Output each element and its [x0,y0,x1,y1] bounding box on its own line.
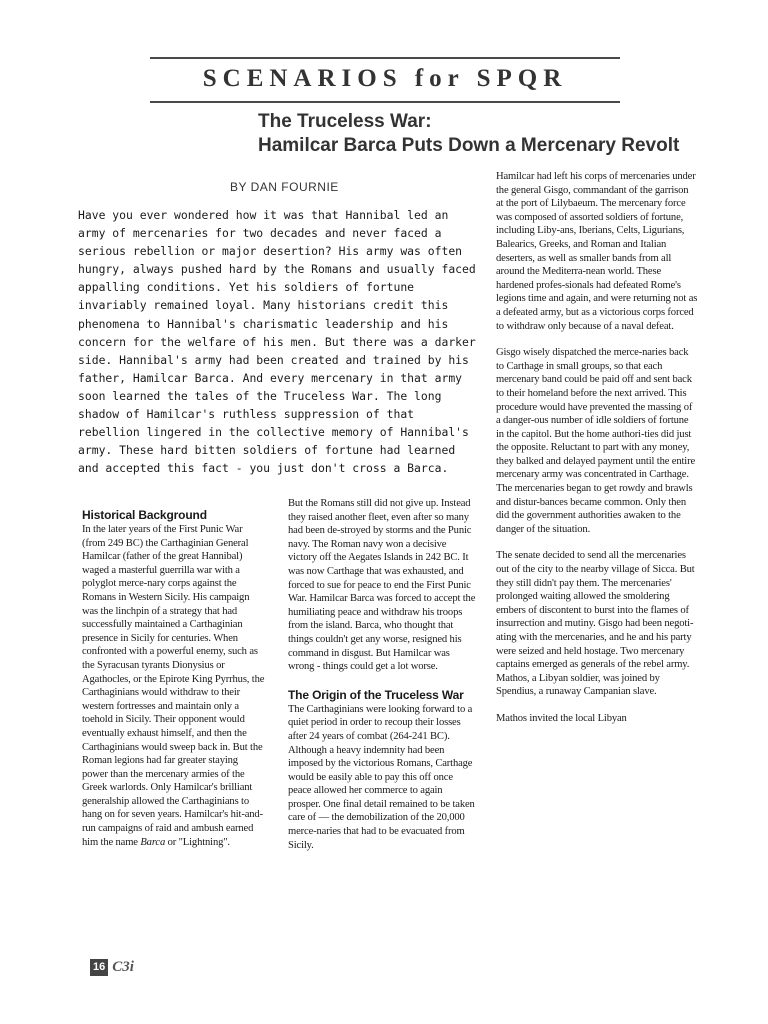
col3-paragraph-3: The senate decided to send all the mercenaries out of the city to the nearby village of Sicca. But they still didn't pay them. The mercenaries' prolonged waiting allowed the smoldering embers of discontent to burst into the flames of insurrection and mutiny. Gisgo had been negoti-ating with the mercenaries, and he and his party were seized and held hostage. Two mercenary captains emerged as generals of the rebel army. Mathos, a Libyan soldier, was joined by Spendius, a runaway Campanian slave. [496,550,695,698]
column-1 [82,508,266,862]
col3-paragraph-1: Hamilcar had left his corps of mercenaries under the general Gisgo, commandant of the garrison at the port of Lilybaeum. The mercenary force was composed of assorted soldiers of fortune, including Liby-ans, Iberians, Celts, Ligurians, Balearics, Greeks, and Roman and Italian deserters, as well as smaller bands from all around the Mediterra-nean world. These hardened profes-sionals had defeated Rome's legions time and again, and were returning not as a defeated army, but as a victorious corps forced to withdraw only because of a naval defeat. [496,171,698,332]
col2-paragraph-2: The Carthaginians were looking forward to a quiet period in order to recoup their losses after 24 years of combat (264-241 BC). Although a heavy indemnity had been imposed by the victorious Romans, Carthage would be easily able to pay this off once peace allowed her commerce to again prosper. One final detail remained to be taken care of — the demobilization of the 20,000 merce-naries that had to be evacuated from Sicily. [288,703,475,851]
col1-text-a: In the later years of the First Punic War (from 249 BC) the Carthaginian General Hamilcar (father of the great Hannibal) waged a masterful guerrilla war with a polyglot merce-nary corps against the Romans in Western Sicily. His campaign was the linchpin of a strategy that had successfully maintained a Carthaginian presence in Sicily for centuries. When confronted with a powerful enemy, such as the Syracusan tyrants Dionysius or Agathocles, or the Epirote King Pyrrhus, the Carthaginians would withdraw to their western fortresses and maintain only a toehold in Sicily. Their opponent would eventually exhaust himself, and then the Carthaginians would sweep back in. But the Roman legions had far greater staying power than the mercenary armies of the Greek warlords. Only Hamilcar's brilliant generalship allowed the Carthaginians to hang on for seven years. Hamilcar's hit-and-run campaigns of raid and ambush earned him the name [82,524,265,848]
column-2 [288,497,476,865]
article-title [258,110,718,158]
heading-origin: The Origin of the Truceless War [288,687,464,702]
page-footer [90,959,134,976]
col1-paragraph [82,523,266,849]
section-title: SCENARIOS for SPQR [202,65,568,92]
column-3 [496,170,698,739]
intro-paragraph: Have you ever wondered how it was that Hannibal led an army of mercenaries for two decades and never faced a serious rebellion or major desertion? His army was often hungry, always pushed hard by the Romans and usually faced appalling conditions. Yet his soldiers of fortune invariably remained loyal. Many historians credit this phenomena to Hannibal's charismatic leadership and his concern for the welfare of his men. But there was a darker side. Hannibal's army had been created and trained by his father, Hamilcar Barca. And every mercenary in that army soon learned the tales of the Truceless War. The long shadow of Hamilcar's ruthless suppression of that rebellion lingered in the collective memory of Hannibal's army. These hard bitten soldiers of fortune had learned and accepted this fact - you just don't cross a Barca. [78,208,476,476]
byline: BY DAN FOURNIE [230,180,339,194]
page-number: 16 [90,959,108,976]
article-title-line2: Hamilcar Barca Puts Down a Mercenary Revolt [258,135,680,156]
col1-italic-barca: Barca [140,836,166,848]
article-title-line1: The Truceless War: [258,111,432,132]
col3-paragraph-2: Gisgo wisely dispatched the merce-naries back to Carthage in small groups, so that each mercenary band could be paid off and sent back to their homeland before the next arrived. This procedure would have prevented the massing of a danger-ous number of idle soldiers of fortune in the capitol. But the home authori-ties did just the opposite. Reluctant to part with any money, they balked and delayed payment until the entire mercenary army was concentrated in Carthage. The mercenaries began to get rowdy and brawls and distur-bances became common. Only then did the government authorities awaken to the danger of the situation. [496,347,696,535]
col1-text-b: or "Lightning". [165,836,230,848]
magazine-name: C3i [112,959,134,975]
section-header [150,57,620,103]
col3-paragraph-4: Mathos invited the local Libyan [496,712,627,724]
col2-paragraph-1: But the Romans still did not give up. Instead they raised another fleet, even after so many had been de-stroyed by storms and the Punic navy. The Roman navy won a decisive victory off the Aegates Islands in 242 BC. It was now Carthage that was exhausted, and forced to sue for peace to end the First Punic War. Hamilcar Barca was forced to accept the humiliating peace and withdraw his troops from the island. Barca, who thought that things couldn't get any worse, resigned his command in disgust. But Hamilcar was wrong - things could get a lot worse. [288,498,476,673]
heading-historical-background: Historical Background [82,508,207,522]
